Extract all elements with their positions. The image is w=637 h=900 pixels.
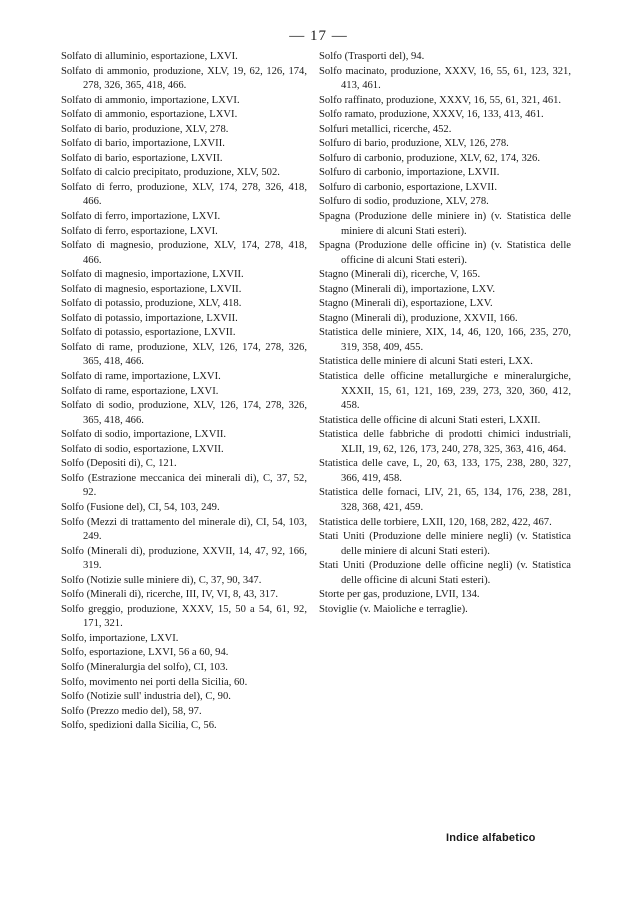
index-entry: Solfo (Mineralurgia del solfo), CI, 103. bbox=[61, 661, 228, 673]
index-entry: Solfato di potassio, esportazione, LXVII. bbox=[61, 327, 236, 339]
index-entry: Solfato di ferro, produzione, XLV, 174, 278, 326, 418, 466. bbox=[61, 181, 307, 208]
index-entry: Solfo raffinato, produzione, XXXV, 16, 55, 61, 321, 461. bbox=[319, 94, 562, 106]
index-entry: Statistica delle officine metallurgiche e mineralurgiche, XXXII, 15, 61, 121, 169, 239, 273, 320, 360, 412, 458. bbox=[319, 371, 571, 412]
index-entry: Statistica delle torbiere, LXII, 120, 168, 282, 422, 467. bbox=[319, 516, 552, 528]
index-entry: Solfo, esportazione, LXVI, 56 a 60, 94. bbox=[61, 647, 229, 659]
index-entry: Solfato di ferro, importazione, LXVI. bbox=[61, 211, 221, 223]
index-entry: Solfato di sodio, importazione, LXVII. bbox=[61, 429, 227, 441]
index-entry: Solfato di magnesio, produzione, XLV, 174, 278, 418, 466. bbox=[61, 240, 307, 266]
index-column-left bbox=[61, 50, 307, 734]
index-entry: Solfo (Notizie sull' industria del), C, 90. bbox=[61, 691, 231, 703]
index-entry: Solfato di bario, esportazione, LXVII. bbox=[61, 152, 223, 164]
index-entry: Solfo (Mezzi di trattamento del minerale di), CI, 54, 103, 249. bbox=[61, 516, 307, 543]
index-entry: Solfuro di sodio, produzione, XLV, 278. bbox=[319, 196, 489, 208]
page-number: — 17 — bbox=[289, 28, 348, 44]
index-entry: Solfato di alluminio, esportazione, LXVI. bbox=[61, 51, 238, 62]
index-entry: Storte per gas, produzione, LVII, 134. bbox=[319, 589, 480, 601]
index-entry: Solfuro di carbonio, esportazione, LXVII. bbox=[319, 181, 497, 193]
index-entry: Solfo (Notizie sulle miniere di), C, 37, 90, 347. bbox=[61, 574, 262, 586]
index-entry: Statistica delle officine di alcuni Stati esteri, LXXII. bbox=[319, 414, 541, 426]
index-entry: Stati Uniti (Produzione delle miniere negli) (v. Statistica delle miniere di alcuni Stati esteri). bbox=[319, 531, 571, 557]
index-entry: Spagna (Produzione delle officine in) (v. Statistica delle officine di alcuni Stati esteri). bbox=[319, 240, 571, 266]
index-entry: Solfato di calcio precipitato, produzione, XLV, 502. bbox=[61, 167, 280, 179]
index-entry: Statistica delle cave, L, 20, 63, 133, 175, 238, 280, 327, 366, 419, 458. bbox=[319, 458, 571, 484]
index-entry: Solfato di sodio, produzione, XLV, 126, 174, 278, 326, 365, 418, 466. bbox=[61, 400, 307, 426]
index-entry: Solfato di ammonio, esportazione, LXVI. bbox=[61, 109, 238, 121]
index-entry: Solfato di bario, produzione, XLV, 278. bbox=[61, 123, 229, 135]
index-entry: Statistica delle miniere di alcuni Stati esteri, LXX. bbox=[319, 356, 533, 368]
index-entry: Solfuro di carbonio, produzione, XLV, 62, 174, 326. bbox=[319, 152, 540, 164]
index-entry: Statistica delle fornaci, LIV, 21, 65, 134, 176, 238, 281, 328, 368, 421, 459. bbox=[319, 487, 571, 513]
index-entry: Solfo (Fusione del), CI, 54, 103, 249. bbox=[61, 501, 220, 513]
index-entry: Solfato di rame, esportazione, LXVI. bbox=[61, 385, 219, 397]
index-entry: Solfato di sodio, esportazione, LXVII. bbox=[61, 443, 224, 455]
index-section-label: Indice alfabetico bbox=[446, 832, 536, 844]
index-entry: Solfato di magnesio, esportazione, LXVII. bbox=[61, 283, 242, 295]
index-entry: Solfo (Trasporti del), 94. bbox=[319, 51, 425, 62]
index-entry: Solfo, importazione, LXVI. bbox=[61, 632, 179, 644]
index-entry: Solfato di potassio, produzione, XLV, 418. bbox=[61, 298, 242, 310]
index-entry: Stoviglie (v. Maioliche e terraglie). bbox=[319, 603, 468, 615]
index-entry: Solfo (Minerali di), ricerche, III, IV, VI, 8, 43, 317. bbox=[61, 589, 279, 601]
index-column-right bbox=[319, 50, 571, 617]
index-entry: Solfato di ferro, esportazione, LXVI. bbox=[61, 225, 218, 237]
index-entry: Stagno (Minerali di), esportazione, LXV. bbox=[319, 298, 493, 310]
index-entry: Solfo, spedizioni dalla Sicilia, C, 56. bbox=[61, 720, 217, 732]
index-entry: Statistica delle miniere, XIX, 14, 46, 120, 166, 235, 270, 319, 358, 409, 455. bbox=[319, 327, 571, 353]
index-entry: Solfo ramato, produzione, XXXV, 16, 133, 413, 461. bbox=[319, 109, 544, 121]
index-entry: Spagna (Produzione delle miniere in) (v. Statistica delle miniere di alcuni Stati esteri). bbox=[319, 211, 571, 237]
index-entry: Solfo greggio, produzione, XXXV, 15, 50 a 54, 61, 92, 171, 321. bbox=[61, 603, 307, 630]
index-entry: Solfo (Prezzo medio del), 58, 97. bbox=[61, 705, 202, 717]
index-entry: Solfato di potassio, importazione, LXVII. bbox=[61, 312, 238, 324]
index-entry: Solfo (Depositi di), C, 121. bbox=[61, 458, 177, 470]
index-entry: Solfo macinato, produzione, XXXV, 16, 55, 61, 123, 321, 413, 461. bbox=[319, 65, 571, 92]
index-entry: Solfato di ammonio, importazione, LXVI. bbox=[61, 94, 240, 106]
index-entry: Stagno (Minerali di), importazione, LXV. bbox=[319, 283, 496, 295]
index-entry: Solfuri metallici, ricerche, 452. bbox=[319, 123, 452, 135]
index-entry: Stagno (Minerali di), produzione, XXVII, 166. bbox=[319, 312, 518, 324]
index-entry: Solfato di magnesio, importazione, LXVII. bbox=[61, 269, 244, 281]
index-entry: Solfato di bario, importazione, LXVII. bbox=[61, 138, 225, 150]
index-entry: Stati Uniti (Produzione delle officine negli) (v. Statistica delle officine di alcuni Stati esteri). bbox=[319, 560, 571, 586]
index-entry: Solfato di rame, importazione, LXVI. bbox=[61, 371, 221, 383]
index-entry: Solfato di ammonio, produzione, XLV, 19, 62, 126, 174, 278, 326, 365, 418, 466. bbox=[61, 65, 307, 92]
index-entry: Solfuro di bario, produzione, XLV, 126, 278. bbox=[319, 138, 509, 150]
index-entry: Statistica delle fabbriche di prodotti chimici industriali, XLII, 19, 62, 126, 173, 240, 278, 325, 363, 416, 464. bbox=[319, 429, 571, 455]
index-entry: Solfo (Estrazione meccanica dei minerali di), C, 37, 52, 92. bbox=[61, 472, 307, 499]
index-entry: Stagno (Minerali di), ricerche, V, 165. bbox=[319, 269, 481, 281]
index-entry: Solfuro di carbonio, importazione, LXVII. bbox=[319, 167, 500, 179]
index-entry: Solfato di rame, produzione, XLV, 126, 174, 278, 326, 365, 418, 466. bbox=[61, 341, 307, 368]
index-entry: Solfo (Minerali di), produzione, XXVII, 14, 47, 92, 166, 319. bbox=[61, 545, 307, 572]
index-entry: Solfo, movimento nei porti della Sicilia, 60. bbox=[61, 676, 248, 688]
